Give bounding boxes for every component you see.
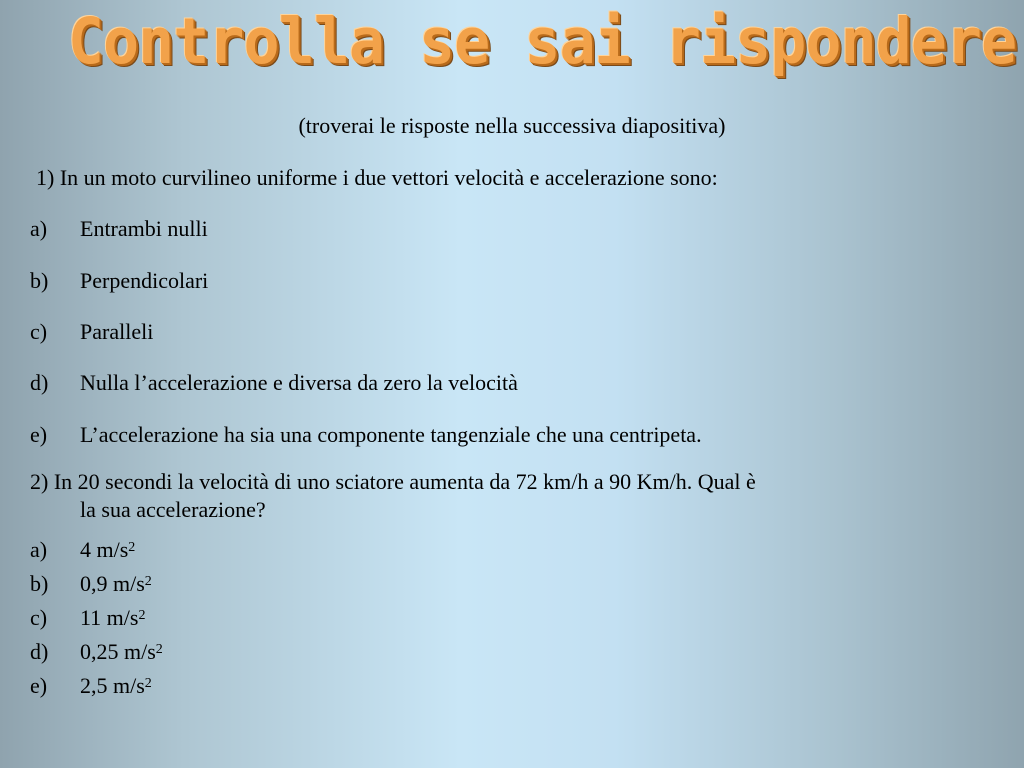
option-text: 0,9 m/s (80, 571, 145, 596)
question-1-text: 1) In un moto curvilineo uniforme i due vettori velocità e accelerazione sono: (36, 165, 718, 190)
option-letter: c) (30, 319, 48, 344)
q2-option-c (30, 604, 145, 632)
option-text: 11 m/s (80, 605, 139, 630)
option-letter: a) (30, 216, 48, 241)
option-letter: b) (30, 268, 49, 293)
question-2-text (30, 468, 1005, 524)
option-text: 0,25 m/s (80, 639, 156, 664)
option-letter: d) (30, 639, 49, 664)
option-text: Nulla l’accelerazione e diversa da zero la velocità (80, 370, 518, 395)
exponent: 2 (144, 574, 152, 589)
q1-option-d (30, 369, 518, 397)
option-text: L’accelerazione ha sia una componente tangenziale che una centripeta. (80, 422, 702, 447)
q2-option-b (30, 570, 152, 598)
option-letter: c) (30, 605, 48, 630)
exponent: 2 (144, 676, 152, 691)
q1-option-c (30, 318, 153, 346)
slide-title: Controlla se sai rispondere (67, 5, 1017, 79)
slide-subtitle: (troverai le risposte nella successiva diapositiva) (298, 113, 726, 138)
exponent: 2 (138, 608, 146, 623)
q1-option-e (30, 421, 702, 449)
option-letter: e) (30, 422, 48, 447)
option-letter: d) (30, 370, 49, 395)
q2-option-d (30, 638, 163, 666)
option-letter: a) (30, 537, 48, 562)
option-text: 2,5 m/s (80, 673, 145, 698)
exponent: 2 (155, 642, 163, 657)
q1-option-b (30, 267, 208, 295)
option-letter: e) (30, 673, 48, 698)
question-2-line-1: 2) In 20 secondi la velocità di uno sciatore aumenta da 72 km/h a 90 Km/h. Qual è (30, 469, 756, 494)
option-letter: b) (30, 571, 49, 596)
q2-option-a (30, 536, 135, 564)
q1-option-a (30, 215, 208, 243)
option-text: 4 m/s (80, 537, 129, 562)
option-text: Perpendicolari (80, 268, 209, 293)
question-2-line-2: la sua accelerazione? (80, 497, 266, 522)
exponent: 2 (128, 540, 136, 555)
option-text: Paralleli (80, 319, 154, 344)
option-text: Entrambi nulli (80, 216, 208, 241)
q2-option-e (30, 672, 152, 700)
